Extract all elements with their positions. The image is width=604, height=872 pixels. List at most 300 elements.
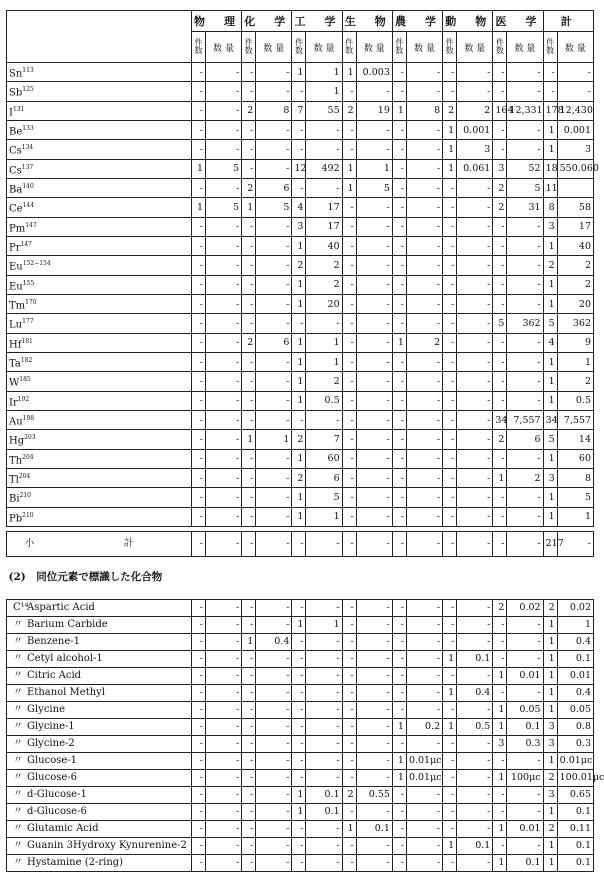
table-cell: - — [191, 820, 205, 837]
table-cell: 1 — [493, 854, 507, 871]
table-cell: - — [242, 217, 256, 236]
table-cell: 0.061 — [457, 159, 493, 178]
table-cell: - — [443, 178, 457, 197]
table-cell: - — [342, 735, 356, 752]
table-cell: - — [507, 752, 543, 769]
table-cell: - — [392, 650, 406, 667]
table-cell: - — [206, 430, 242, 449]
table-cell: - — [392, 140, 406, 159]
mass-number: 192 — [17, 395, 30, 403]
compound-prefix: 〃 — [13, 789, 23, 801]
table-cell: - — [406, 488, 442, 507]
table-cell: - — [356, 531, 392, 556]
table-cell: 2 — [242, 333, 256, 352]
table-cell: 1 — [392, 769, 406, 786]
table-cell: 1 — [242, 198, 256, 217]
table-cell: - — [242, 159, 256, 178]
mass-number: 198 — [22, 414, 35, 422]
table-cell: - — [191, 120, 205, 139]
table-cell: 1 — [443, 837, 457, 854]
table-cell: - — [443, 294, 457, 313]
table-cell: 2 — [543, 769, 557, 786]
table-cell: 17 — [306, 217, 342, 236]
table-cell: - — [406, 256, 442, 275]
element-symbol: Cs — [9, 164, 22, 176]
table-cell: - — [392, 786, 406, 803]
table-cell: 3 — [543, 735, 557, 752]
table-row — [7, 120, 594, 139]
table-cell: 0.5 — [457, 718, 493, 735]
table-cell: - — [406, 63, 442, 82]
table-cell: 11 — [543, 178, 557, 197]
table-cell: 0.1 — [557, 837, 593, 854]
table-cell: - — [356, 488, 392, 507]
table-cell: - — [242, 372, 256, 391]
table-cell: - — [356, 633, 392, 650]
table-cell: - — [356, 468, 392, 487]
table-cell: - — [392, 735, 406, 752]
table-cell: 0.1 — [457, 837, 493, 854]
compound-label: Glycine-1 — [27, 721, 75, 733]
table-cell: 1 — [306, 63, 342, 82]
table-cell: - — [206, 718, 242, 735]
table-cell: 8 — [406, 101, 442, 120]
table-cell: - — [242, 684, 256, 701]
table-cell: 0.4 — [557, 633, 593, 650]
table-cell: 100μc — [507, 769, 543, 786]
table-cell: - — [206, 256, 242, 275]
table-cell: - — [457, 333, 493, 352]
table-cell: - — [507, 352, 543, 371]
table-cell: - — [457, 63, 493, 82]
compound-prefix: 〃 — [13, 755, 23, 767]
table-cell: - — [443, 275, 457, 294]
table-cell: - — [256, 391, 292, 410]
table-cell: - — [242, 820, 256, 837]
table-cell: 2 — [292, 256, 306, 275]
table-cell: - — [507, 120, 543, 139]
table-row — [7, 752, 594, 769]
table-cell: 1 — [342, 63, 356, 82]
table-cell: 550.060 — [557, 159, 593, 178]
table-cell: - — [191, 507, 205, 526]
table-cell: - — [443, 410, 457, 429]
table-cell: - — [191, 735, 205, 752]
element-symbol: Th — [9, 454, 23, 466]
table-cell: 2 — [543, 256, 557, 275]
table-cell: 6 — [256, 333, 292, 352]
table-cell: 8 — [543, 198, 557, 217]
isotope-name — [7, 120, 192, 139]
table-cell: - — [493, 236, 507, 255]
table-cell: - — [342, 140, 356, 159]
table-cell: - — [392, 837, 406, 854]
table-cell: - — [242, 63, 256, 82]
table-cell: 0.01 — [507, 820, 543, 837]
subheader-amount: 数 量 — [356, 32, 392, 63]
table-cell: 5 — [306, 488, 342, 507]
table-cell: - — [292, 718, 306, 735]
table-cell: 12 — [292, 159, 306, 178]
table-cell: - — [457, 769, 493, 786]
table-cell: - — [191, 633, 205, 650]
table-cell: - — [457, 667, 493, 684]
table-cell: - — [206, 372, 242, 391]
table-cell: - — [342, 314, 356, 333]
table-cell: - — [406, 236, 442, 255]
table-row — [7, 410, 594, 429]
column-header: 物 理 — [191, 11, 241, 32]
table-cell: - — [406, 507, 442, 526]
table-row — [7, 735, 594, 752]
subheader-amount: 数 量 — [557, 32, 593, 63]
table-cell: 0.4 — [457, 684, 493, 701]
table-cell: 1 — [543, 391, 557, 410]
table-cell: 3 — [543, 468, 557, 487]
element-symbol: Pr — [9, 242, 21, 254]
table-cell: - — [206, 531, 242, 556]
mass-number: 152−154 — [22, 260, 51, 268]
table-cell: 0.2 — [406, 718, 442, 735]
table-cell: - — [457, 701, 493, 718]
table-cell: 1 — [557, 616, 593, 633]
table-cell: - — [206, 449, 242, 468]
table-cell: - — [206, 410, 242, 429]
table-cell: - — [242, 391, 256, 410]
table-cell: - — [206, 684, 242, 701]
table-cell: - — [457, 531, 493, 556]
table-cell: 5 — [493, 314, 507, 333]
subheader-count: 件数 — [342, 32, 356, 63]
table-cell: 0.001 — [557, 120, 593, 139]
table-cell — [557, 178, 593, 197]
table-cell: - — [256, 217, 292, 236]
table-cell: - — [206, 468, 242, 487]
table-cell: 1 — [543, 667, 557, 684]
table-cell: - — [242, 449, 256, 468]
table-cell: 2 — [457, 101, 493, 120]
table-cell: - — [292, 410, 306, 429]
table-cell: 2 — [493, 599, 507, 616]
table-cell: - — [356, 372, 392, 391]
table-cell: - — [457, 752, 493, 769]
element-symbol: Lu — [9, 319, 23, 331]
table-cell: - — [191, 837, 205, 854]
table-cell: 2 — [306, 256, 342, 275]
table-cell: - — [443, 352, 457, 371]
table-cell: 0.1 — [507, 854, 543, 871]
table-cell: - — [342, 333, 356, 352]
table-cell: 1 — [543, 140, 557, 159]
table-cell: 5 — [543, 314, 557, 333]
table-cell: - — [342, 507, 356, 526]
table-cell: - — [256, 752, 292, 769]
section-title-row — [7, 556, 594, 599]
table-cell: - — [356, 684, 392, 701]
mass-number: 144 — [22, 202, 35, 210]
isotope-name — [7, 468, 192, 487]
element-symbol: Cs — [9, 145, 22, 157]
table-cell: - — [242, 294, 256, 313]
table-cell: 1 — [342, 820, 356, 837]
table-cell: - — [306, 633, 342, 650]
mass-number: 133 — [22, 124, 34, 132]
mass-number: 210 — [19, 492, 31, 500]
table-cell: - — [306, 701, 342, 718]
table-cell: - — [306, 684, 342, 701]
table-cell: - — [256, 531, 292, 556]
table-cell: - — [457, 854, 493, 871]
table-cell: - — [392, 217, 406, 236]
table-row — [7, 633, 594, 650]
table-cell: - — [493, 752, 507, 769]
subheader-amount: 数 量 — [507, 32, 543, 63]
element-symbol: Hf — [9, 338, 22, 350]
table-cell: - — [191, 701, 205, 718]
table-cell: - — [406, 633, 442, 650]
table-cell: 5 — [356, 178, 392, 197]
table-cell: - — [493, 837, 507, 854]
compound-prefix: 〃 — [13, 653, 23, 665]
table-cell: 12,331 — [507, 101, 543, 120]
table-cell: - — [206, 667, 242, 684]
table-cell: - — [342, 599, 356, 616]
table-cell: 1 — [543, 294, 557, 313]
table-cell: 7 — [306, 430, 342, 449]
table-cell: 1 — [557, 507, 593, 526]
table-cell: 1 — [292, 488, 306, 507]
table-cell: - — [191, 430, 205, 449]
subheader-count: 件数 — [292, 32, 306, 63]
table-cell: - — [206, 391, 242, 410]
table-cell: 34 — [543, 410, 557, 429]
table-cell: - — [392, 82, 406, 101]
table-cell: - — [543, 63, 557, 82]
compound-label: Benzene-1 — [27, 636, 80, 648]
table-cell: - — [406, 735, 442, 752]
table-cell: 2 — [406, 333, 442, 352]
table-cell: - — [191, 786, 205, 803]
table-cell: - — [306, 650, 342, 667]
table-cell: - — [206, 140, 242, 159]
table-cell: - — [392, 372, 406, 391]
compound-label: Citric Acid — [27, 670, 82, 682]
element-symbol: Eu — [9, 280, 23, 292]
table-cell: - — [443, 769, 457, 786]
table-cell: - — [406, 410, 442, 429]
table-row — [7, 198, 594, 217]
table-cell: - — [292, 667, 306, 684]
isotope-name — [7, 63, 192, 82]
table-cell: - — [443, 701, 457, 718]
table-cell: 1 — [543, 650, 557, 667]
subheader-count: 件数 — [191, 32, 205, 63]
table-cell: - — [342, 854, 356, 871]
table-cell: - — [256, 718, 292, 735]
table-cell: - — [443, 82, 457, 101]
table-cell: 178 — [543, 101, 557, 120]
table-cell: - — [443, 599, 457, 616]
table-cell: 19 — [356, 101, 392, 120]
element-symbol: Hg — [9, 435, 25, 447]
table-cell: - — [457, 820, 493, 837]
table-cell: - — [256, 820, 292, 837]
table-cell: 2 — [543, 599, 557, 616]
table-cell: 2 — [443, 101, 457, 120]
table-cell: - — [457, 82, 493, 101]
table-cell: - — [457, 372, 493, 391]
table-cell: - — [406, 314, 442, 333]
table-cell: - — [443, 468, 457, 487]
table-cell: - — [306, 735, 342, 752]
table-cell: - — [406, 372, 442, 391]
table-cell: - — [493, 507, 507, 526]
table-cell: 1 — [292, 372, 306, 391]
table-cell: - — [457, 178, 493, 197]
table-cell: 1 — [356, 159, 392, 178]
table-cell: - — [342, 410, 356, 429]
table-cell: - — [306, 769, 342, 786]
table-cell: - — [256, 701, 292, 718]
table-cell: - — [256, 275, 292, 294]
table-cell: - — [457, 468, 493, 487]
table-cell: - — [392, 178, 406, 197]
table-cell: - — [356, 391, 392, 410]
table-cell: - — [557, 63, 593, 82]
table-cell: 0.01μc — [557, 752, 593, 769]
table-cell: 2 — [507, 468, 543, 487]
table-cell: - — [292, 140, 306, 159]
table-cell: - — [256, 650, 292, 667]
table-cell: - — [342, 718, 356, 735]
table-cell: 1 — [543, 352, 557, 371]
table-cell: - — [392, 256, 406, 275]
table-cell: - — [457, 314, 493, 333]
column-header: 動 物 — [443, 11, 493, 32]
table-cell: - — [191, 650, 205, 667]
table-cell: - — [493, 294, 507, 313]
table-cell: - — [443, 616, 457, 633]
table-cell: - — [206, 599, 242, 616]
compound-name — [7, 684, 192, 701]
element-symbol: Bi — [9, 493, 20, 505]
table-cell: - — [206, 650, 242, 667]
table-cell: 4 — [292, 198, 306, 217]
table-cell: 58 — [557, 198, 593, 217]
table-cell: - — [242, 352, 256, 371]
table-cell: - — [342, 701, 356, 718]
isotope-name — [7, 159, 192, 178]
table-cell: - — [356, 120, 392, 139]
table-cell: - — [356, 837, 392, 854]
table-row — [7, 769, 594, 786]
table-cell: 1 — [443, 718, 457, 735]
table-cell: - — [256, 599, 292, 616]
table-cell: - — [206, 616, 242, 633]
table-cell: 18 — [543, 159, 557, 178]
table-cell: - — [206, 735, 242, 752]
table-cell: - — [443, 633, 457, 650]
table-cell: - — [507, 256, 543, 275]
compound-prefix: 〃 — [13, 721, 23, 733]
table-cell: - — [206, 786, 242, 803]
table-cell: 5 — [256, 198, 292, 217]
table-cell: 1 — [443, 684, 457, 701]
table-cell: - — [406, 803, 442, 820]
table-cell: - — [493, 333, 507, 352]
table-cell: 1 — [292, 275, 306, 294]
table-cell: - — [242, 837, 256, 854]
table-cell: 1 — [493, 769, 507, 786]
table-cell: - — [356, 599, 392, 616]
table-cell: - — [191, 684, 205, 701]
table-cell: - — [507, 633, 543, 650]
table-cell: 0.4 — [557, 684, 593, 701]
table-cell: - — [493, 256, 507, 275]
table-cell: 0.01μc — [406, 752, 442, 769]
table-cell: 0.65 — [557, 786, 593, 803]
table-cell: - — [493, 684, 507, 701]
table-cell: - — [392, 198, 406, 217]
table-cell: - — [356, 667, 392, 684]
table-cell: 31 — [507, 198, 543, 217]
table-cell: - — [342, 667, 356, 684]
table-cell: 1 — [191, 159, 205, 178]
compound-name — [7, 701, 192, 718]
compound-prefix: 〃 — [13, 704, 23, 716]
table-body — [7, 63, 604, 872]
isotope-name — [7, 294, 192, 313]
table-cell: 2 — [493, 430, 507, 449]
table-cell: 0.02 — [507, 599, 543, 616]
table-cell: - — [507, 531, 543, 556]
table-cell: - — [191, 236, 205, 255]
table-cell: - — [443, 256, 457, 275]
table-cell: 0.1 — [306, 786, 342, 803]
table-row — [7, 391, 594, 410]
table-cell: - — [342, 684, 356, 701]
table-row — [7, 820, 594, 837]
table-cell: 3 — [457, 140, 493, 159]
table-cell: - — [306, 410, 342, 429]
table-cell: 3 — [493, 735, 507, 752]
table-cell: - — [191, 256, 205, 275]
table-cell: 1 — [543, 236, 557, 255]
table-cell: - — [206, 752, 242, 769]
table-cell: - — [493, 120, 507, 139]
table-cell: - — [457, 449, 493, 468]
table-row — [7, 488, 594, 507]
isotope-name — [7, 507, 192, 526]
table-cell: - — [392, 531, 406, 556]
table-cell: - — [392, 275, 406, 294]
table-cell: - — [392, 616, 406, 633]
table-cell: - — [406, 684, 442, 701]
table-row — [7, 684, 594, 701]
table-cell: 0.1 — [557, 803, 593, 820]
table-cell: - — [356, 140, 392, 159]
table-row — [7, 599, 594, 616]
table-cell: - — [191, 803, 205, 820]
isotope-name — [7, 314, 192, 333]
table-cell: 362 — [557, 314, 593, 333]
table-cell: 1 — [443, 140, 457, 159]
subheader-amount: 数 量 — [306, 32, 342, 63]
table-cell: 0.1 — [457, 650, 493, 667]
table-cell: 17 — [557, 217, 593, 236]
table-cell: - — [206, 236, 242, 255]
table-cell: - — [206, 63, 242, 82]
